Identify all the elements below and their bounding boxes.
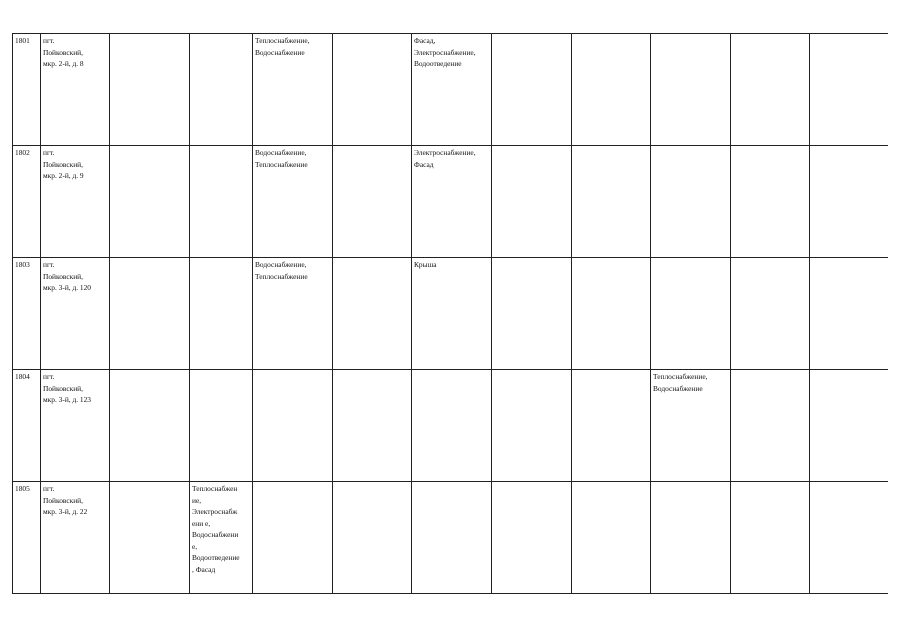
address-cell: пгт. Пойковский, мкр. 3-й, д. 22 bbox=[41, 482, 110, 594]
table-cell bbox=[810, 482, 888, 594]
table-cell bbox=[190, 146, 253, 258]
table-cell: Электроснабжение, Фасад bbox=[412, 146, 492, 258]
table-cell bbox=[731, 146, 810, 258]
table-cell bbox=[333, 34, 412, 146]
table-cell bbox=[572, 370, 651, 482]
table-cell bbox=[190, 258, 253, 370]
address-cell: пгт. Пойковский, мкр. 2-й, д. 8 bbox=[41, 34, 110, 146]
table-cell: Крыша bbox=[412, 258, 492, 370]
table-cell bbox=[253, 482, 333, 594]
table-cell bbox=[253, 370, 333, 482]
table-cell bbox=[412, 482, 492, 594]
table-cell bbox=[190, 34, 253, 146]
table-cell bbox=[572, 34, 651, 146]
table-cell: Теплоснабжение, Водоснабжение bbox=[253, 34, 333, 146]
table-row bbox=[13, 146, 888, 258]
table-cell bbox=[572, 146, 651, 258]
row-number-cell: 1802 bbox=[13, 146, 41, 258]
table-row bbox=[13, 258, 888, 370]
address-cell: пгт. Пойковский, мкр. 3-й, д. 123 bbox=[41, 370, 110, 482]
table-cell bbox=[810, 146, 888, 258]
table-cell: Фасад, Электроснабжение, Водоотведение bbox=[412, 34, 492, 146]
table-cell bbox=[110, 34, 190, 146]
table-row bbox=[13, 34, 888, 146]
table-cell bbox=[333, 482, 412, 594]
table-cell bbox=[492, 482, 572, 594]
table-cell bbox=[651, 34, 731, 146]
row-number-cell: 1804 bbox=[13, 370, 41, 482]
table-cell bbox=[110, 370, 190, 482]
table-cell bbox=[810, 34, 888, 146]
works-table bbox=[12, 33, 888, 594]
table-cell bbox=[810, 258, 888, 370]
table-cell bbox=[651, 258, 731, 370]
table-cell bbox=[651, 482, 731, 594]
table-cell bbox=[492, 34, 572, 146]
table-row bbox=[13, 370, 888, 482]
table-cell bbox=[110, 258, 190, 370]
table-cell: Теплоснабжение, Водоснабжение bbox=[651, 370, 731, 482]
table-cell bbox=[572, 482, 651, 594]
row-number-cell: 1801 bbox=[13, 34, 41, 146]
table-cell bbox=[333, 370, 412, 482]
table-cell bbox=[492, 258, 572, 370]
table-row bbox=[13, 482, 888, 594]
table-cell: Водоснабжение, Теплоснабжение bbox=[253, 258, 333, 370]
table-cell bbox=[333, 146, 412, 258]
table-cell bbox=[731, 34, 810, 146]
row-number-cell: 1803 bbox=[13, 258, 41, 370]
table-cell bbox=[190, 370, 253, 482]
table-cell bbox=[492, 146, 572, 258]
table-body bbox=[13, 34, 888, 594]
table-cell: Теплоснабжен ие, Электроснабж ени е, Водоснабжени е, Водоотведение , Фасад bbox=[190, 482, 253, 594]
address-cell: пгт. Пойковский, мкр. 2-й, д. 9 bbox=[41, 146, 110, 258]
table-cell bbox=[731, 482, 810, 594]
table-cell bbox=[110, 146, 190, 258]
table-cell bbox=[412, 370, 492, 482]
table-cell bbox=[651, 146, 731, 258]
table-cell bbox=[810, 370, 888, 482]
table-cell bbox=[492, 370, 572, 482]
table-cell bbox=[572, 258, 651, 370]
table-cell bbox=[333, 258, 412, 370]
row-number-cell: 1805 bbox=[13, 482, 41, 594]
table-cell: Водоснабжение, Теплоснабжение bbox=[253, 146, 333, 258]
address-cell: пгт. Пойковский, мкр. 3-й, д. 120 bbox=[41, 258, 110, 370]
table-cell bbox=[731, 258, 810, 370]
table-cell bbox=[731, 370, 810, 482]
table-cell bbox=[110, 482, 190, 594]
